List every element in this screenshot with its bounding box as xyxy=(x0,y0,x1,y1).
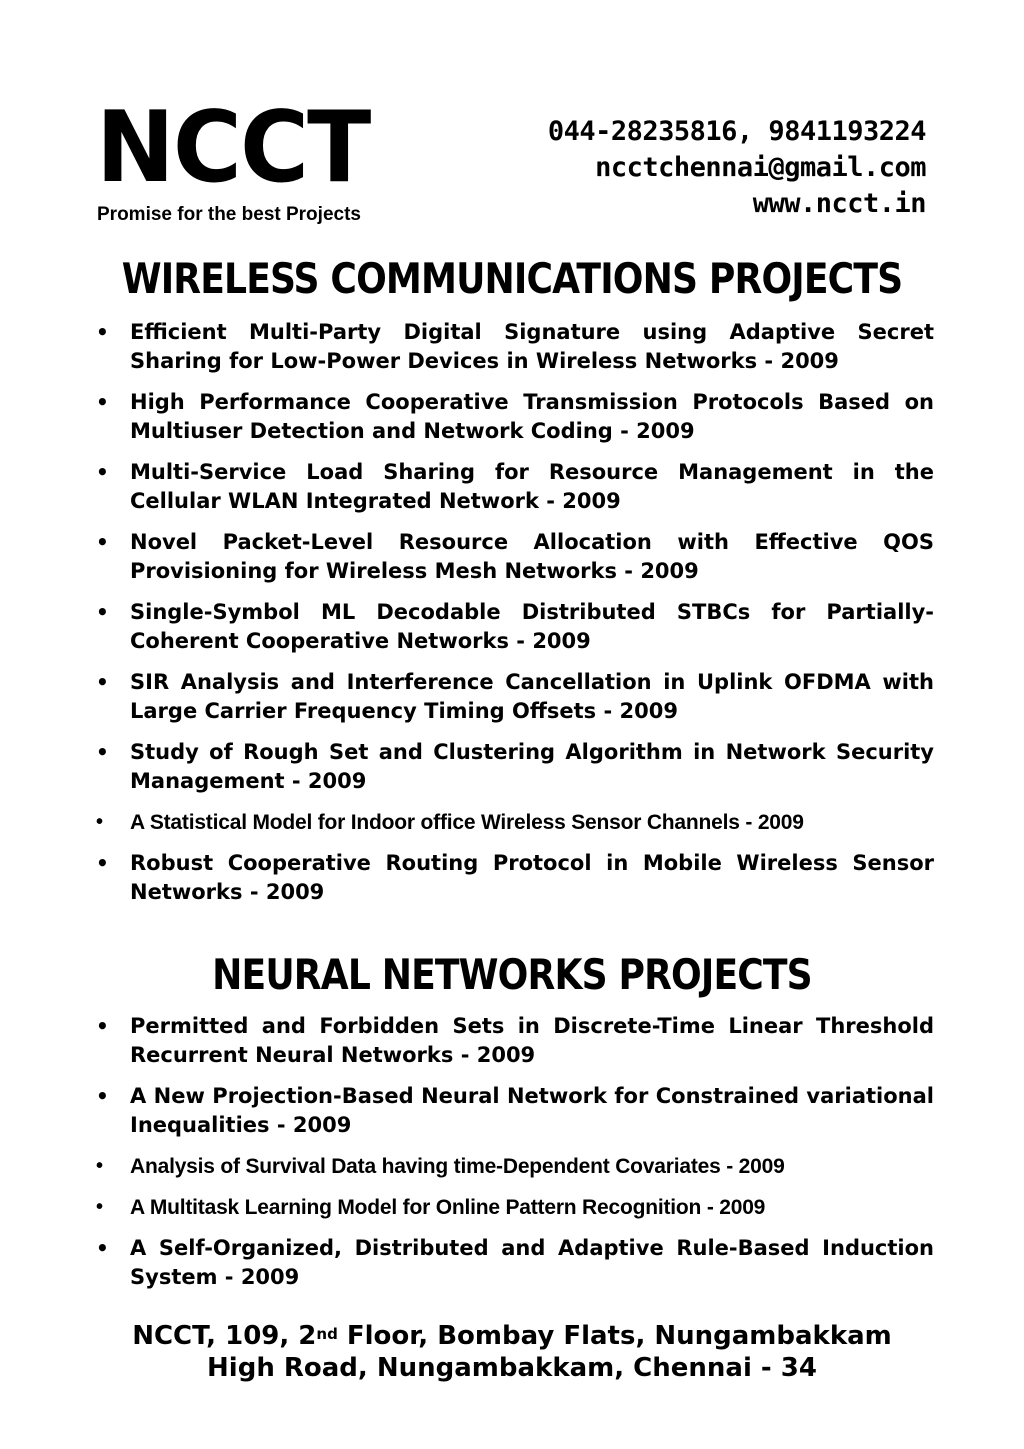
project-title: A New Projection-Based Neural Network for Constrained variational Inequalities - 2009 xyxy=(130,1084,934,1137)
project-title: A Statistical Model for Indoor office Wireless Sensor Channels - 2009 xyxy=(130,811,804,834)
section-title-wireless: WIRELESS COMMUNICATIONS PROJECTS xyxy=(121,254,903,303)
project-title: Study of Rough Set and Clustering Algorithm in Network Security Management - 2009 xyxy=(130,740,934,793)
project-title: Robust Cooperative Routing Protocol in Mobile Wireless Sensor Networks - 2009 xyxy=(130,851,934,904)
section-title-neural: NEURAL NETWORKS PROJECTS xyxy=(212,950,812,999)
bullet-icon: • xyxy=(96,390,109,414)
project-title: Novel Packet-Level Resource Allocation with Effective QOS Provisioning for Wireless Mesh Networks - 2009 xyxy=(130,530,934,583)
list-item xyxy=(96,1082,934,1140)
contact-block xyxy=(548,114,926,222)
bullet-icon: • xyxy=(96,1084,109,1108)
list-item xyxy=(96,1234,934,1292)
bullet-icon: • xyxy=(96,811,103,833)
wireless-project-list xyxy=(96,318,934,907)
list-item xyxy=(96,318,934,376)
ncct-logo: NCCT xyxy=(96,91,370,205)
bullet-icon: • xyxy=(96,530,109,554)
bullet-icon: • xyxy=(96,1236,109,1260)
address-line-1: NCCT, 109, 2nd Floor, Bombay Flats, Nungambakkam xyxy=(132,1321,892,1351)
project-title: Permitted and Forbidden Sets in Discrete-Time Linear Threshold Recurrent Neural Networks - 2009 xyxy=(130,1014,934,1067)
project-title: SIR Analysis and Interference Cancellation in Uplink OFDMA with Large Carrier Frequency Timing Offsets - 2009 xyxy=(130,670,934,723)
phone-numbers: 044-28235816, 9841193224 xyxy=(547,116,926,147)
neural-project-list xyxy=(96,1012,934,1292)
tagline: Promise for the best Projects xyxy=(97,204,361,225)
project-title: A Multitask Learning Model for Online Pattern Recognition - 2009 xyxy=(130,1196,766,1219)
project-title: Multi-Service Load Sharing for Resource Management in the Cellular WLAN Integrated Network - 2009 xyxy=(130,460,934,513)
list-item xyxy=(96,1152,934,1181)
address-line-2: High Road, Nungambakkam, Chennai - 34 xyxy=(207,1353,817,1383)
list-item xyxy=(96,458,934,516)
website-link[interactable]: www.ncct.in xyxy=(752,188,926,219)
bullet-icon: • xyxy=(96,1014,109,1038)
list-item xyxy=(96,849,934,907)
project-title: Efficient Multi-Party Digital Signature using Adaptive Secret Sharing for Low-Power Devices in Wireless Networks - 2009 xyxy=(130,320,934,373)
bullet-icon: • xyxy=(96,320,109,344)
bullet-icon: • xyxy=(96,1196,103,1218)
list-item xyxy=(96,528,934,586)
bullet-icon: • xyxy=(96,600,109,624)
project-title: A Self-Organized, Distributed and Adaptive Rule-Based Induction System - 2009 xyxy=(130,1236,934,1289)
bullet-icon: • xyxy=(96,460,109,484)
email-address[interactable]: ncctchennai@gmail.com xyxy=(595,152,926,183)
list-item xyxy=(96,1012,934,1070)
project-title: High Performance Cooperative Transmission Protocols Based on Multiuser Detection and Network Coding - 2009 xyxy=(130,390,934,443)
footer-address xyxy=(0,1320,1024,1384)
list-item xyxy=(96,388,934,446)
list-item xyxy=(96,1193,934,1222)
project-title: Analysis of Survival Data having time-Dependent Covariates - 2009 xyxy=(130,1155,785,1178)
list-item xyxy=(96,668,934,726)
list-item xyxy=(96,598,934,656)
bullet-icon: • xyxy=(96,1155,103,1177)
project-title: Single-Symbol ML Decodable Distributed STBCs for Partially-Coherent Cooperative Networks - 2009 xyxy=(130,600,934,653)
bullet-icon: • xyxy=(96,670,109,694)
bullet-icon: • xyxy=(96,851,109,875)
list-item xyxy=(96,808,934,837)
list-item xyxy=(96,738,934,796)
bullet-icon: • xyxy=(96,740,109,764)
